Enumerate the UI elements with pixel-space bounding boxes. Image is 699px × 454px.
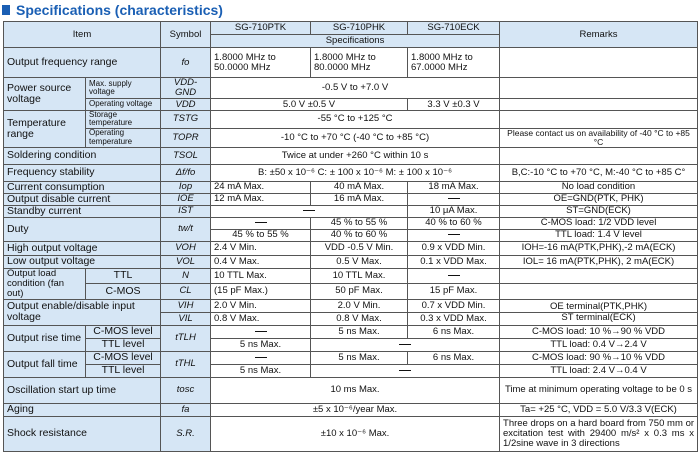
- header-symbol: Symbol: [161, 22, 211, 48]
- dash-icon: [303, 210, 315, 211]
- rise-cmos-remarks: C-MOS load: 10 %→90 % VDD: [500, 325, 698, 338]
- voh-ptk: 2.4 V Min.: [211, 241, 311, 255]
- item-output-disable-current: Output disable current: [4, 193, 161, 205]
- current-remarks: No load condition: [500, 181, 698, 193]
- operating-temp-value: -10 °C to +70 °C (-40 °C to +85 °C): [211, 128, 500, 147]
- fall-ttl-ptk: 5 ns Max.: [211, 364, 311, 377]
- soldering-value: Twice at under +260 °C within 10 s: [211, 147, 500, 164]
- item-duty: Duty: [4, 217, 161, 241]
- disable-ptk: 12 mA Max.: [211, 193, 311, 205]
- symbol-fa: fa: [161, 403, 211, 416]
- duty-ttl-remarks: TTL load: 1.4 V level: [500, 229, 698, 241]
- symbol-topr: TOPR: [161, 128, 211, 147]
- dash-icon: [399, 370, 411, 371]
- standby-pt-ph: [211, 205, 408, 217]
- shock-remarks: Three drops on a hard board from 750 mm or excitation test with 29400 m/s² x 0.3 ms x 1/2sine wave in 3 directions: [500, 416, 698, 451]
- standby-remarks: ST=GND(ECK): [500, 205, 698, 217]
- dash-icon: [448, 198, 460, 199]
- empty-cell: [500, 147, 698, 164]
- dash-icon: [399, 344, 411, 345]
- rise-cmos-phk: 5 ns Max.: [311, 325, 408, 338]
- item-temperature-range: Temperature range: [4, 110, 86, 147]
- freq-eck: 1.8000 MHz to 67.0000 MHz: [408, 48, 500, 78]
- symbol-ttlh: tTLH: [161, 325, 211, 351]
- vil-ptk: 0.8 V Max.: [211, 312, 311, 325]
- symbol-n: N: [161, 268, 211, 283]
- symbol-fo: fo: [161, 48, 211, 78]
- freq-phk: 1.8000 MHz to 80.0000 MHz: [311, 48, 408, 78]
- item-output-enable-disable: Output enable/disable input voltage: [4, 299, 161, 325]
- header-model3: SG-710ECK: [408, 22, 500, 35]
- symbol-vdd: VDD: [161, 98, 211, 110]
- rise-ttl-ptk: 5 ns Max.: [211, 338, 311, 351]
- title-text: Specifications (characteristics): [16, 2, 223, 18]
- header-remarks: Remarks: [500, 22, 698, 48]
- symbol-iop: Iop: [161, 181, 211, 193]
- current-eck: 18 mA Max.: [408, 181, 500, 193]
- duty-eck-cmos: 40 % to 60 %: [408, 217, 500, 229]
- stability-remarks: B,C:-10 °C to +70 °C, M:-40 °C to +85 C°: [500, 164, 698, 181]
- vol-eck: 0.1 x VDD Max.: [408, 255, 500, 268]
- item-oscillation-startup: Oscillation start up time: [4, 377, 161, 403]
- symbol-vol: VOL: [161, 255, 211, 268]
- voh-eck: 0.9 x VDD Min.: [408, 241, 500, 255]
- item-current-consumption: Current consumption: [4, 181, 161, 193]
- specifications-table: [3, 21, 698, 452]
- operating-temp-remarks: Please contact us on availability of -40 °C to +85 °C: [500, 128, 698, 147]
- rise-cmos-ptk: [211, 325, 311, 338]
- operating-voltage-pt-ph: 5.0 V ±0.5 V: [211, 98, 408, 110]
- symbol-cl: CL: [161, 284, 211, 299]
- standby-eck: 10 μA Max.: [408, 205, 500, 217]
- load-cmos-phk: 50 pF Max.: [311, 284, 408, 299]
- fall-cmos-ptk: [211, 351, 311, 364]
- item-output-frequency: Output frequency range: [4, 48, 161, 78]
- sub-operating-temp: Operating temperature: [86, 128, 161, 147]
- current-ptk: 24 mA Max.: [211, 181, 311, 193]
- symbol-tstg: TSTG: [161, 110, 211, 128]
- disable-phk: 16 mA Max.: [311, 193, 408, 205]
- st-remarks: ST terminal(ECK): [500, 312, 698, 325]
- title-marker-icon: [2, 5, 10, 15]
- sub-fall-ttl: TTL level: [86, 364, 161, 377]
- sub-load-ttl: TTL: [86, 268, 161, 283]
- symbol-vil: VIL: [161, 312, 211, 325]
- symbol-vih: VIH: [161, 299, 211, 312]
- item-frequency-stability: Frequency stability: [4, 164, 161, 181]
- symbol-sr: S.R.: [161, 416, 211, 451]
- duty-cmos-remarks: C-MOS load: 1/2 VDD level: [500, 217, 698, 229]
- duty-phk-cmos: 45 % to 55 %: [311, 217, 408, 229]
- load-cmos-ptk: (15 pF Max.): [211, 284, 311, 299]
- duty-ptk-ttl: 45 % to 55 %: [211, 229, 311, 241]
- aging-remarks: Ta= +25 °C, VDD = 5.0 V/3.3 V(ECK): [500, 403, 698, 416]
- empty-cell: [500, 98, 698, 110]
- rise-cmos-eck: 6 ns Max.: [408, 325, 500, 338]
- vil-phk: 0.8 V Max.: [311, 312, 408, 325]
- load-ttl-eck: [408, 268, 500, 283]
- empty-cell: [500, 268, 698, 283]
- header-item: Item: [4, 22, 161, 48]
- vil-eck: 0.3 x VDD Max.: [408, 312, 500, 325]
- max-supply-value: -0.5 V to +7.0 V: [211, 78, 500, 99]
- disable-eck: [408, 193, 500, 205]
- header-model1: SG-710PTK: [211, 22, 311, 35]
- item-high-output-voltage: High output voltage: [4, 241, 161, 255]
- rise-ttl-remarks: TTL load: 0.4 V→2.4 V: [500, 338, 698, 351]
- load-ttl-phk: 10 TTL Max.: [311, 268, 408, 283]
- sub-rise-ttl: TTL level: [86, 338, 161, 351]
- duty-phk-ttl: 40 % to 60 %: [311, 229, 408, 241]
- vol-remarks: IOL= 16 mA(PTK,PHK), 2 mA(ECK): [500, 255, 698, 268]
- dash-icon: [448, 275, 460, 276]
- freq-remarks: [500, 48, 698, 78]
- vih-eck: 0.7 x VDD Min.: [408, 299, 500, 312]
- empty-cell: [500, 78, 698, 99]
- disable-remarks: OE=GND(PTK, PHK): [500, 193, 698, 205]
- item-aging: Aging: [4, 403, 161, 416]
- voh-phk: VDD -0.5 V Min.: [311, 241, 408, 255]
- vih-ptk: 2.0 V Min.: [211, 299, 311, 312]
- load-ttl-ptk: 10 TTL Max.: [211, 268, 311, 283]
- osc-remarks: Time at minimum operating voltage to be 0 s: [500, 377, 698, 403]
- item-output-fall-time: Output fall time: [4, 351, 86, 377]
- symbol-ioe: IOE: [161, 193, 211, 205]
- fall-cmos-eck: 6 ns Max.: [408, 351, 500, 364]
- symbol-tthl: tTHL: [161, 351, 211, 377]
- section-title: [2, 1, 223, 19]
- dash-icon: [255, 331, 267, 332]
- oe-remarks: OE terminal(PTK,PHK): [500, 299, 698, 312]
- operating-voltage-eck: 3.3 V ±0.3 V: [408, 98, 500, 110]
- stability-value: B: ±50 x 10⁻⁶ C: ± 100 x 10⁻⁶ M: ± 100 x 10⁻⁶: [211, 164, 500, 181]
- dash-icon: [255, 357, 267, 358]
- aging-value: ±5 x 10⁻⁶/year Max.: [211, 403, 500, 416]
- fall-ttl-phk-eck: [311, 364, 500, 377]
- symbol-ist: IST: [161, 205, 211, 217]
- sub-load-cmos: C-MOS: [86, 284, 161, 299]
- duty-ptk-cmos: [211, 217, 311, 229]
- storage-temp-value: -55 °C to +125 °C: [211, 110, 500, 128]
- dash-icon: [255, 222, 267, 223]
- item-low-output-voltage: Low output voltage: [4, 255, 161, 268]
- item-shock-resistance: Shock resistance: [4, 416, 161, 451]
- duty-eck-ttl: [408, 229, 500, 241]
- sub-operating-voltage: Operating voltage: [86, 98, 161, 110]
- symbol-df-fo: Δf/fo: [161, 164, 211, 181]
- item-output-load: Output load condition (fan out): [4, 268, 86, 299]
- symbol-tsol: TSOL: [161, 147, 211, 164]
- sub-rise-cmos: C-MOS level: [86, 325, 161, 338]
- fall-cmos-remarks: C-MOS load: 90 %→10 % VDD: [500, 351, 698, 364]
- vol-ptk: 0.4 V Max.: [211, 255, 311, 268]
- symbol-tw-t: tw/t: [161, 217, 211, 241]
- fall-ttl-remarks: TTL load: 2.4 V→0.4 V: [500, 364, 698, 377]
- fall-cmos-phk: 5 ns Max.: [311, 351, 408, 364]
- voh-remarks: IOH=-16 mA(PTK,PHK),-2 mA(ECK): [500, 241, 698, 255]
- freq-ptk: 1.8000 MHz to 50.0000 MHz: [211, 48, 311, 78]
- item-soldering: Soldering condition: [4, 147, 161, 164]
- sub-storage-temp: Storage temperature: [86, 110, 161, 128]
- load-cmos-eck: 15 pF Max.: [408, 284, 500, 299]
- header-model2: SG-710PHK: [311, 22, 408, 35]
- sub-max-supply: Max. supply voltage: [86, 78, 161, 99]
- symbol-voh: VOH: [161, 241, 211, 255]
- dash-icon: [448, 234, 460, 235]
- item-output-rise-time: Output rise time: [4, 325, 86, 351]
- vol-phk: 0.5 V Max.: [311, 255, 408, 268]
- symbol-tosc: tosc: [161, 377, 211, 403]
- osc-value: 10 ms Max.: [211, 377, 500, 403]
- item-power-source: Power source voltage: [4, 78, 86, 111]
- symbol-vdd-gnd: VDD-GND: [161, 78, 211, 99]
- sub-fall-cmos: C-MOS level: [86, 351, 161, 364]
- item-standby-current: Standby current: [4, 205, 161, 217]
- empty-cell: [500, 110, 698, 128]
- vih-phk: 2.0 V Min.: [311, 299, 408, 312]
- shock-value: ±10 x 10⁻⁶ Max.: [211, 416, 500, 451]
- empty-cell: [500, 284, 698, 299]
- current-phk: 40 mA Max.: [311, 181, 408, 193]
- rise-ttl-phk-eck: [311, 338, 500, 351]
- header-specifications: Specifications: [211, 35, 500, 48]
